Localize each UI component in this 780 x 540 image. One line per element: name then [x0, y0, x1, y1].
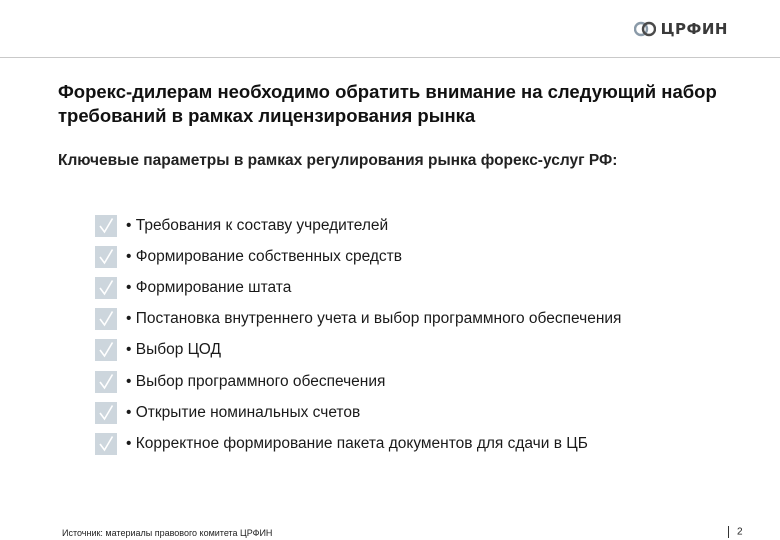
- logo-mark-icon: [634, 21, 656, 37]
- logo: [634, 20, 728, 38]
- checklist-item-label: • Корректное формирование пакета документов для сдачи в ЦБ: [126, 434, 588, 452]
- slide-title: Форекс-дилерам необходимо обратить внимание на следующий набор требований в рамках лицензирования рынка: [58, 81, 717, 126]
- checklist-item-label: • Выбор программного обеспечения: [126, 372, 386, 390]
- slide-subtitle: Ключевые параметры в рамках регулирования рынка форекс-услуг РФ:: [58, 152, 618, 169]
- checkmark-icon: [95, 215, 117, 237]
- checklist-item: [95, 304, 621, 335]
- checklist-item: [95, 428, 621, 459]
- checklist-item: [95, 366, 621, 397]
- checklist-item-label: • Выбор ЦОД: [126, 341, 221, 359]
- header-divider: [0, 57, 780, 58]
- checklist-item: [95, 335, 621, 366]
- checkmark-icon: [95, 433, 117, 455]
- checkmark-icon: [95, 371, 117, 393]
- checkmark-icon: [95, 277, 117, 299]
- requirements-checklist: [95, 210, 621, 460]
- checklist-item: [95, 210, 621, 241]
- page-number-divider: [728, 526, 729, 538]
- checkmark-icon: [95, 402, 117, 424]
- checkmark-icon: [95, 308, 117, 330]
- checklist-item-label: • Требования к составу учредителей: [126, 216, 389, 234]
- logo-text: ЦРФИН: [660, 20, 728, 38]
- checklist-item: [95, 397, 621, 428]
- checklist-item: [95, 241, 621, 272]
- source-note: Источник: материалы правового комитета ЦРФИН: [62, 528, 273, 538]
- checklist-item-label: • Формирование штата: [126, 278, 292, 296]
- checklist-item-label: • Формирование собственных средств: [126, 247, 403, 265]
- checklist-item-label: • Открытие номинальных счетов: [126, 403, 361, 421]
- page-number-value: 2: [737, 526, 743, 538]
- checkmark-icon: [95, 246, 117, 268]
- checklist-item-label: • Постановка внутреннего учета и выбор программного обеспечения: [126, 310, 622, 328]
- page-number: [728, 526, 743, 538]
- checkmark-icon: [95, 339, 117, 361]
- checklist-item: [95, 272, 621, 303]
